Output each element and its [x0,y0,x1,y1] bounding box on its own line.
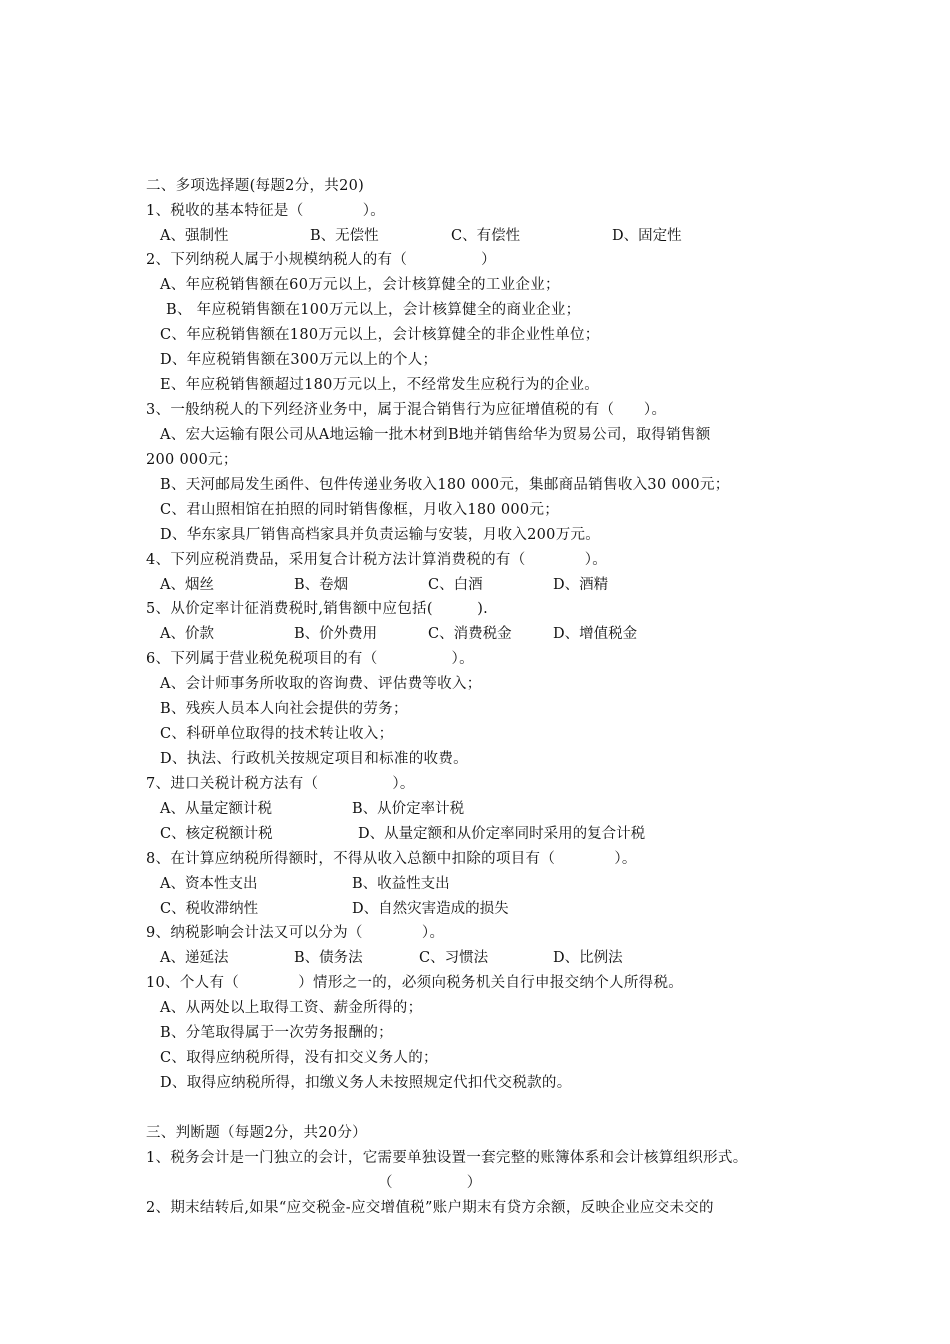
q2-stem: 2、下列纳税人属于小规模纳税人的有（ ） [146,252,496,268]
q8-option-d: D、自然灾害造成的损失 [352,901,509,917]
q2-option-d: D、年应税销售额在300万元以上的个人； [160,352,438,368]
q2-option-c: C、年应税销售额在180万元以上，会计核算健全的非企业性单位； [160,327,600,343]
q9-option-b: B、债务法 [294,950,363,966]
q4-option-d: D、酒精 [553,577,609,593]
q7-option-c: C、核定税额计税 [160,826,273,842]
q2-option-b: B、 年应税销售额在100万元以上，会计核算健全的商业企业； [166,302,581,318]
section3-title: 三、判断题（每题2分，共20分） [146,1125,367,1141]
q7-option-a: A、从量定额计税 [160,801,272,817]
tf-q1-answer-paren: （ ） [378,1175,482,1191]
q9-stem: 9、纳税影响会计法又可以分为（ ）。 [146,925,445,941]
q2-option-a: A、年应税销售额在60万元以上，会计核算健全的工业企业； [160,277,560,293]
q1-option-b: B、无偿性 [310,228,379,244]
q7-stem: 7、进口关税计税方法有（ ）。 [146,776,415,792]
q3-stem: 3、一般纳税人的下列经济业务中，属于混合销售行为应征增值税的有（ ）。 [146,402,667,418]
q3-option-b: B、天河邮局发生函件、包件传递业务收入180 000元，集邮商品销售收入30 000元； [160,477,730,493]
q1-option-a: A、强制性 [160,228,229,244]
q5-stem: 5、从价定率计征消费税时,销售额中应包括( ). [146,601,489,617]
q5-option-c: C、消费税金 [428,626,512,642]
q10-option-d: D、取得应纳税所得，扣缴义务人未按照规定代扣代交税款的。 [160,1075,572,1091]
q10-option-a: A、从两处以上取得工资、薪金所得的； [160,1000,423,1016]
section2-title: 二、多项选择题(每题2分，共20) [146,178,365,194]
tf-q1: 1、税务会计是一门独立的会计，它需要单独设置一套完整的账簿体系和会计核算组织形式。 [146,1150,748,1166]
q3-option-c: C、君山照相馆在拍照的同时销售像框，月收入180 000元； [160,502,560,518]
q6-option-a: A、会计师事务所收取的咨询费、评估费等收入； [160,676,482,692]
q9-option-c: C、习惯法 [419,950,489,966]
q9-option-a: A、递延法 [160,950,229,966]
q5-option-a: A、价款 [160,626,214,642]
q4-option-a: A、烟丝 [160,577,214,593]
q6-stem: 6、下列属于营业税免税项目的有（ ）。 [146,651,474,667]
q5-option-b: B、价外费用 [294,626,378,642]
q8-option-c: C、税收滞纳性 [160,901,259,917]
q9-option-d: D、比例法 [553,950,623,966]
q3-option-a-line2: 200 000元； [146,452,238,468]
q2-option-e: E、年应税销售额超过180万元以上，不经常发生应税行为的企业。 [160,377,600,393]
q6-option-c: C、科研单位取得的技术转让收入； [160,726,394,742]
q1-option-d: D、固定性 [612,228,682,244]
q10-option-c: C、取得应纳税所得，没有扣交义务人的； [160,1050,438,1066]
q5-option-d: D、增值税金 [553,626,638,642]
q4-stem: 4、下列应税消费品，采用复合计税方法计算消费税的有（ ）。 [146,552,608,568]
q7-option-b: B、从价定率计税 [352,801,465,817]
q3-option-a-line1: A、宏大运输有限公司从A地运输一批木材到B地并销售给华为贸易公司，取得销售额 [160,427,711,443]
q7-option-d: D、从量定额和从价定率同时采用的复合计税 [358,826,646,842]
q4-option-b: B、卷烟 [294,577,349,593]
q3-option-d: D、华东家具厂销售高档家具并负责运输与安装，月收入200万元。 [160,527,601,543]
q6-option-d: D、执法、行政机关按规定项目和标准的收费。 [160,751,468,767]
q10-stem: 10、个人有（ ）情形之一的，必须向税务机关自行申报交纳个人所得税。 [146,975,684,991]
q1-option-c: C、有偿性 [451,228,521,244]
q6-option-b: B、残疾人员本人向社会提供的劳务； [160,701,408,717]
q8-option-b: B、收益性支出 [352,876,450,892]
q10-option-b: B、分笔取得属于一次劳务报酬的； [160,1025,393,1041]
q8-stem: 8、在计算应纳税所得额时，不得从收入总额中扣除的项目有（ ）。 [146,851,637,867]
tf-q2: 2、期末结转后,如果“应交税金-应交增值税”账户期末有贷方余额，反映企业应交未交的 [146,1200,714,1216]
q1-stem: 1、税收的基本特征是（ ）。 [146,203,386,219]
q8-option-a: A、资本性支出 [160,876,258,892]
q4-option-c: C、白酒 [428,577,483,593]
